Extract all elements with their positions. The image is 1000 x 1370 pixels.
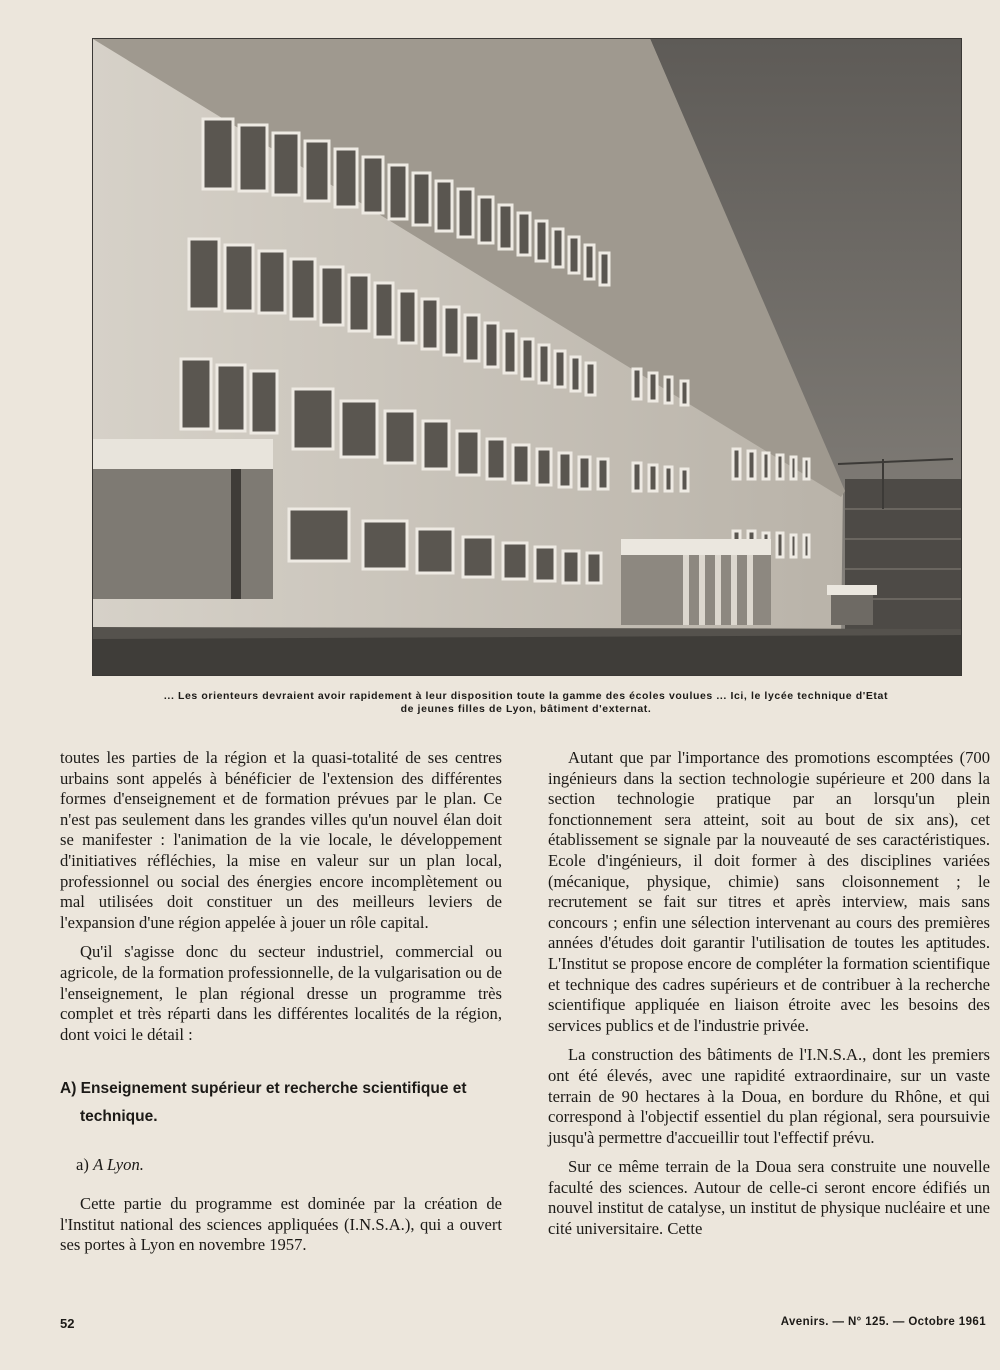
right-paragraph-3: Sur ce même terrain de la Doua sera construite une nouvelle faculté des sciences. Autour de celle-ci seront encore édifiés un nouvel institut de catalyse, un institut de physique nucléaire et une cité universitaire. Cette (548, 1157, 990, 1239)
caption-line-1: ... Les orienteurs devraient avoir rapidement à leur disposition toute la gamme des écoles voulues ... Ici, le lycée technique d'Etat (163, 690, 889, 702)
issue-footer: Avenirs. — N° 125. — Octobre 1961 (780, 1316, 986, 1328)
caption-line-2: de jeunes filles de Lyon, bâtiment d'externat. (400, 703, 652, 715)
building-illustration (93, 39, 961, 675)
section-heading: A) Enseignement supérieur et recherche scientifique et technique. (60, 1080, 467, 1126)
left-column (60, 748, 502, 1265)
subsection-marker: a) (76, 1155, 89, 1175)
right-column (548, 748, 990, 1240)
left-paragraph-2: Qu'il s'agisse donc du secteur industriel, commercial ou agricole, de la formation professionnelle, de la vulgarisation ou de l'enseignement, le plan régional dresse un programme très complet et très réparti dans les différentes localités de la région, dont voici le détail : (60, 942, 502, 1044)
photo-caption (92, 690, 960, 716)
school-building-photo (92, 38, 962, 676)
subsection-heading (76, 1155, 502, 1176)
right-paragraph-1: Autant que par l'importance des promotions escomptées (700 ingénieurs dans la section technologie supérieure et 200 dans la section technologie pratique par an lorsqu'un plein fonctionnement sera atteint, soit au bout de six ans), cet établissement se signale par la nouveauté de ses caractéristiques. Ecole d'ingénieurs, il doit former à des disciplines variées (mécanique, physique, chimie) sans cloisonnement ; le recrutement se fait sur titres et après interview, mais sans concours ; enfin une sélection intervenant au cours des premières années d'études doit garantir l'utilisation de toutes les aptitudes. L'Institut se propose encore de compléter la formation scientifique et technique des cadres supérieurs et de contribuer à la recherche scientifique appliquée en liaison étroite avec les besoins des services publics et de l'industrie privée. (548, 748, 990, 1035)
left-paragraph-3: Cette partie du programme est dominée par la création de l'Institut national des sciences appliquées (I.N.S.A.), qui a ouvert ses portes à Lyon en novembre 1957. (60, 1193, 502, 1255)
right-paragraph-2: La construction des bâtiments de l'I.N.S.A., dont les premiers ont été élevés, avec une rapidité extraordinaire, sur un vaste terrain de 90 hectares à la Doua, en bordure du Rhône, et qui correspond à l'objectif essentiel du plan régional, sera poursuivie jusqu'à permettre d'accueillir tout l'effectif prévu. (548, 1045, 990, 1147)
subsection-city: A Lyon. (93, 1155, 144, 1175)
page-number: 52 (60, 1316, 75, 1331)
left-paragraph-1: toutes les parties de la région et la quasi-totalité de ses centres urbains sont appelés à bénéficier de l'extension des différentes formes d'enseignement et de formation prévues par le plan. Ce n'est pas seulement dans les grandes villes qu'un nouvel élan doit se manifester : l'animation de la vie locale, le développement d'initiatives réfléchies, la mise en valeur sur un plan local, professionnel ou social des énergies encore incomplètement ou mal utilisées doit constituer un des meilleurs leviers de l'expansion d'une région appelée à jouer un rôle capital. (60, 748, 502, 932)
